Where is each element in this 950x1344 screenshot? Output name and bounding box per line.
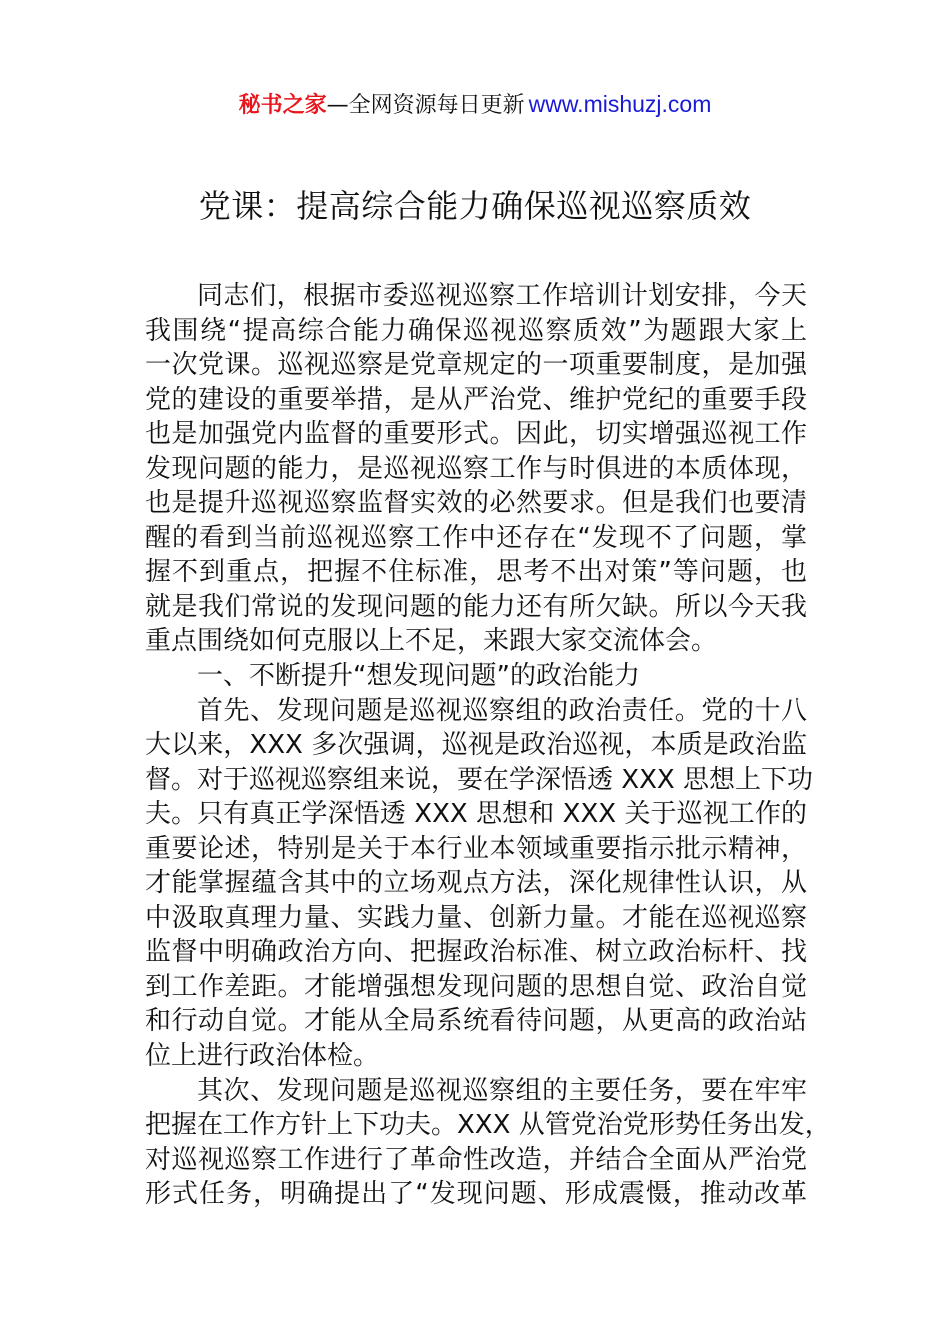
paragraph-line: 一次党课。巡视巡察是党章规定的一项重要制度，是加强 [145,350,807,381]
paragraph-line: 重要论述，特别是关于本行业本领域重要指示批示精神， [145,833,807,864]
paragraph-line: 到工作差距。才能增强想发现问题的思想自觉、政治自觉 [145,971,807,1002]
section-heading [145,659,807,694]
paragraph-line: 中汲取真理力量、实践力量、创新力量。才能在巡视巡察 [145,902,807,933]
paragraph-line: 大以来，XXX 多次强调，巡视是政治巡视，本质是政治监 [145,730,807,761]
paragraph-line: 督。对于巡视巡察组来说，要在学深悟透 XXX 思想上下功 [145,764,813,795]
paragraph-line: 把握在工作方针上下功夫。XXX 从管党治党形势任务出发， [145,1110,831,1141]
section-heading-text: 一、不断提升“想发现问题”的政治能力 [197,661,640,692]
document-body [145,279,831,1212]
paragraph-line: 也是提升巡视巡察监督实效的必然要求。但是我们也要清 [145,488,807,519]
document-title: 党课：提高综合能力确保巡视巡察质效 [198,187,752,225]
paragraph-line: 也是加强党内监督的重要形式。因此，切实增强巡视工作 [145,419,807,450]
paragraph-line: 其次、发现问题是巡视巡察组的主要任务，要在牢牢 [197,1075,807,1106]
paragraph-line: 党的建设的重要举措，是从严治党、维护党纪的重要手段 [145,384,807,415]
paragraph-line: 形式任务，明确提出了“发现问题、形成震慑，推动改革 [145,1179,807,1210]
paragraph-line: 发现问题的能力，是巡视巡察工作与时俱进的本质体现， [145,453,807,484]
paragraph-line: 监督中明确政治方向、把握政治标准、树立政治标杆、找 [145,937,807,968]
paragraph-second [145,1074,831,1212]
paragraph-line: 就是我们常说的发现问题的能力还有所欠缺。所以今天我 [145,591,807,622]
paragraph-intro [145,279,807,659]
paragraph-line: 才能掌握蕴含其中的立场观点方法，深化规律性认识，从 [145,868,807,899]
paragraph-line: 重点围绕如何克服以上不足，来跟大家交流体会。 [145,626,718,657]
paragraph-line: 位上进行政治体检。 [145,1041,380,1072]
site-header [0,88,950,122]
paragraph-first [145,694,813,1074]
paragraph-line: 夫。只有真正学深悟透 XXX 思想和 XXX 关于巡视工作的 [145,799,807,830]
brand-name: 秘书之家 [238,93,327,118]
paragraph-line: 和行动自觉。才能从全局系统看待问题，从更高的政治站 [145,1006,807,1037]
paragraph-line: 握不到重点，把握不住标准，思考不出对策”等问题，也 [145,557,807,588]
paragraph-line: 我围绕“提高综合能力确保巡视巡察质效”为题跟大家上 [145,315,807,346]
header-tagline: —全网资源每日更新 [326,93,525,118]
site-url-link[interactable]: www.mishuzj.com [528,91,712,117]
paragraph-line: 同志们，根据市委巡视巡察工作培训计划安排，今天 [197,281,807,311]
paragraph-line: 首先、发现问题是巡视巡察组的政治责任。党的十八 [197,695,807,726]
paragraph-line: 醒的看到当前巡视巡察工作中还存在“发现不了问题，掌 [145,522,807,553]
paragraph-line: 对巡视巡察工作进行了革命性改造，并结合全面从严治党 [145,1144,807,1175]
